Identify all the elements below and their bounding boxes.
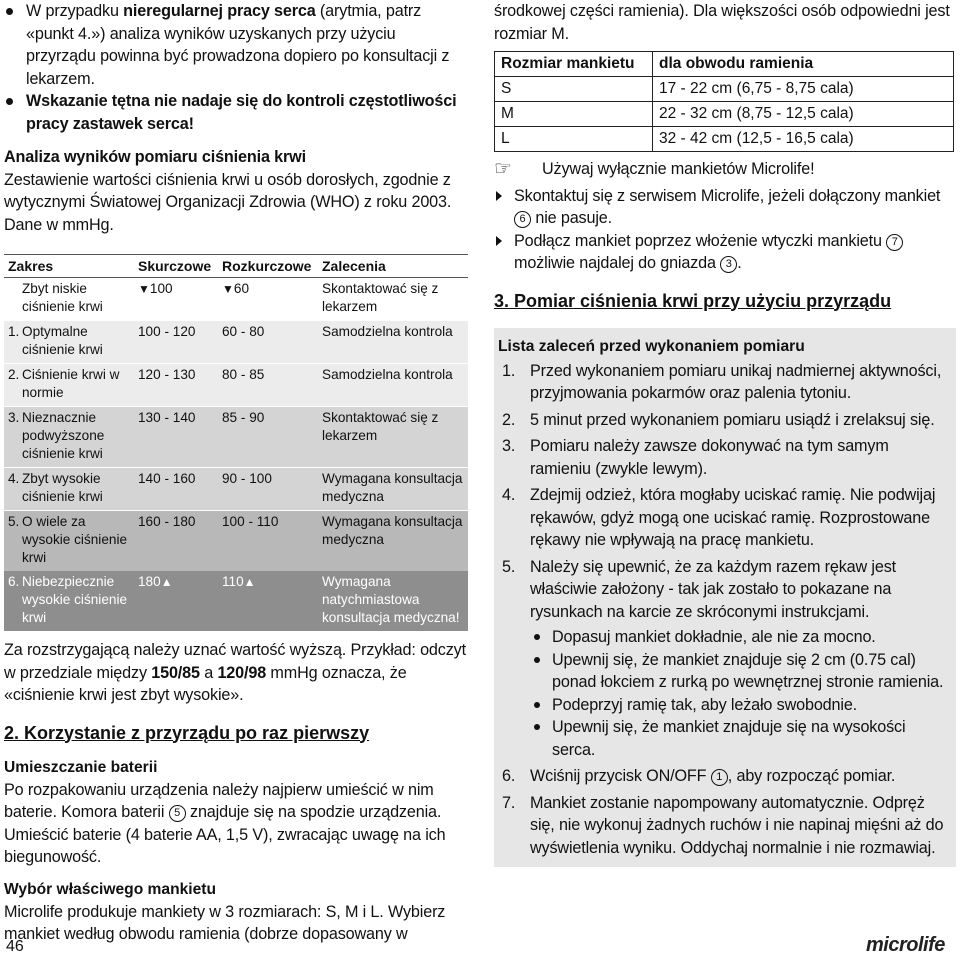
number-5-icon: 5 (169, 805, 186, 822)
section-3-heading: 3. Pomiar ciśnienia krwi przy użyciu przyrządu (494, 290, 892, 311)
sub-bullet: Upewnij się, że mankiet znajduje się 2 cm (0.75 cal) ponad łokciem z rurką po wewnętrznej stronie ramienia. (498, 649, 950, 694)
list-item: 4. Zdejmij odzież, która mogłaby uciskać ramię. Nie podwijaj rękawów, gdyż mogą one uciskać ramię. Rozprostowane rękawy nie wpływają na pracę mankietu. (502, 486, 936, 549)
table-row: 5. O wiele za wysokie ciśnienie krwi 160 - 180 100 - 110 Wymagana konsultacja medyczna (4, 511, 468, 572)
table-row: S 17 - 22 cm (6,75 - 8,75 cala) (495, 77, 954, 102)
analysis-text: Zestawienie wartości ciśnienia krwi u osób dorosłych, zgodnie z wytycznymi Światowej Organizacji Zdrowia (WHO) z roku 2003. Dane w mmHg. (4, 170, 452, 234)
step-contact-service: Skontaktuj się z serwisem Microlife, jeżeli dołączony mankiet 6 nie pasuje. (494, 185, 956, 230)
blood-pressure-table (4, 254, 468, 631)
battery-text: Po rozpakowaniu urządzenia należy najpierw umieścić w nim baterie. Komora baterii 5 znajduje się na spodzie urządzenia. Umieścić baterie (4 baterie AA, 1,5 V), zwracając uwagę na ich biegunowość. (4, 780, 446, 866)
page-number: 46 (6, 938, 24, 955)
list-item: 2. 5 minut przed wykonaniem pomiaru usiądź i zrelaksuj się. (502, 410, 935, 429)
note-only-microlife: ☞ Używaj wyłącznie mankietów Microlife! (494, 158, 815, 180)
table-row: 6. Niebezpiecznie wysokie ciśnienie krwi 180▲ 110▲ Wymagana natychmiastowa konsultacja medyczna! (4, 571, 468, 631)
checklist-heading: Lista zaleceń przed wykonaniem pomiaru (498, 337, 805, 355)
table-row: M 22 - 32 cm (8,75 - 12,5 cala) (495, 102, 954, 127)
triangle-bullet-icon (496, 236, 502, 246)
bullet-dot (534, 657, 540, 663)
sub-bullet: Podeprzyj ramię tak, aby leżało swobodnie. (498, 694, 950, 717)
higher-value-text: Za rozstrzygającą należy uznać wartość wyższą. Przykład: odczyt w przedziale między 150/85 a 120/98 mmHg oznacza, że «ciśnienie krwi jest zbyt wysokie». (4, 641, 466, 704)
arrow-up-icon: ▲ (160, 575, 173, 589)
bullet-dot (6, 98, 13, 105)
microlife-logo: microlife (866, 934, 945, 956)
cuff-text: Microlife produkuje mankiety w 3 rozmiarach: S, M i L. Wybierz mankiet według obwodu ramienia (dobrze dopasowany w (4, 902, 446, 943)
sub-bullet: Dopasuj mankiet dokładnie, ale nie za mocno. (498, 626, 950, 649)
pointing-hand-icon: ☞ (494, 158, 512, 180)
table-row: 2. Ciśnienie krwi w normie 120 - 130 80 - 85 Samodzielna kontrola (4, 364, 468, 407)
table-row: Zbyt niskie ciśnienie krwi ▼100 ▼60 Skontaktować się z lekarzem (4, 278, 468, 321)
number-1-icon: 1 (711, 769, 728, 786)
cuff-size-table (494, 51, 954, 152)
bullet-dot (534, 702, 540, 708)
arrow-down-icon: ▼ (138, 282, 150, 296)
cuff-table-header: Rozmiar mankietu dla obwodu ramienia (495, 52, 954, 77)
list-item: 7. Mankiet zostanie napompowany automatycznie. Odpręż się, nie wykonuj żadnych ruchów i nie napinaj mięśni aż do wyświetlenia wyniku. Oddychaj normalnie i nie rozmawiaj. (502, 793, 944, 857)
cuff-text-continued: środkowej części ramienia). Dla większości osób odpowiedni jest rozmiar M. (494, 2, 950, 43)
cuff-heading: Wybór właściwego mankietu (4, 880, 217, 898)
battery-heading: Umieszczanie baterii (4, 758, 158, 776)
left-column (4, 0, 468, 946)
number-3-icon: 3 (720, 256, 737, 273)
arrow-up-icon: ▲ (243, 575, 256, 589)
list-item: 1. Przed wykonaniem pomiaru unikaj nadmiernej aktywności, przyjmowania pokarmów oraz palenia tytoniu. (502, 361, 942, 402)
col-header-advice: Zalecenia (318, 255, 468, 278)
right-column (494, 0, 956, 867)
bullet-dot (534, 724, 540, 730)
arrow-down-icon: ▼ (222, 282, 234, 296)
list-item: 5. Należy się upewnić, że za każdym razem rękaw jest właściwie założony - tak jak zostało to pokazane na rysunkach na karcie ze skróconymi instrukcjami. (502, 557, 896, 621)
checklist-box (494, 328, 956, 868)
col-header-systolic: Skurczowe (134, 255, 218, 278)
table-row: 4. Zbyt wysokie ciśnienie krwi 140 - 160 90 - 100 Wymagana konsultacja medyczna (4, 468, 468, 511)
table-row: 3. Nieznacznie podwyższone ciśnienie krwi 130 - 140 85 - 90 Skontaktować się z lekarzem (4, 407, 468, 468)
col-header-range: Zakres (4, 255, 134, 278)
step-connect-cuff: Podłącz mankiet poprzez włożenie wtyczki mankietu 7 możliwie najdalej do gniazda 3 . (494, 230, 956, 275)
number-6-icon: 6 (514, 211, 531, 228)
list-item: 6. Wciśnij przycisk ON/OFF 1 , aby rozpocząć pomiar. (502, 767, 896, 785)
section-2-heading: 2. Korzystanie z przyrządu po raz pierwszy (4, 722, 370, 743)
analysis-heading: Analiza wyników pomiaru ciśnienia krwi (4, 148, 306, 166)
triangle-bullet-icon (496, 191, 502, 201)
table-row: 1. Optymalne ciśnienie krwi 100 - 120 60 - 80 Samodzielna kontrola (4, 321, 468, 364)
sub-bullet: Upewnij się, że mankiet znajduje się na wysokości serca. (498, 716, 950, 761)
col-header-diastolic: Rozkurczowe (218, 255, 318, 278)
table-header-row (4, 255, 468, 278)
bullet-dot (534, 634, 540, 640)
bullet-dot (6, 8, 13, 15)
number-7-icon: 7 (886, 234, 903, 251)
table-row: L 32 - 42 cm (12,5 - 16,5 cala) (495, 127, 954, 152)
bullet-arrhythmia: W przypadku nieregularnej pracy serca (arytmia, patrz «punkt 4.») analiza wyników uzyskanych przy użyciu przyrządu powinna być prowadzona dopiero po konsultacji z lekarzem. (4, 0, 468, 90)
bullet-pulse-warning: Wskazanie tętna nie nadaje się do kontroli częstotliwości pracy zastawek serca! (4, 90, 468, 135)
list-item: 3. Pomiaru należy zawsze dokonywać na tym samym ramieniu (zwykle lewym). (502, 437, 889, 478)
